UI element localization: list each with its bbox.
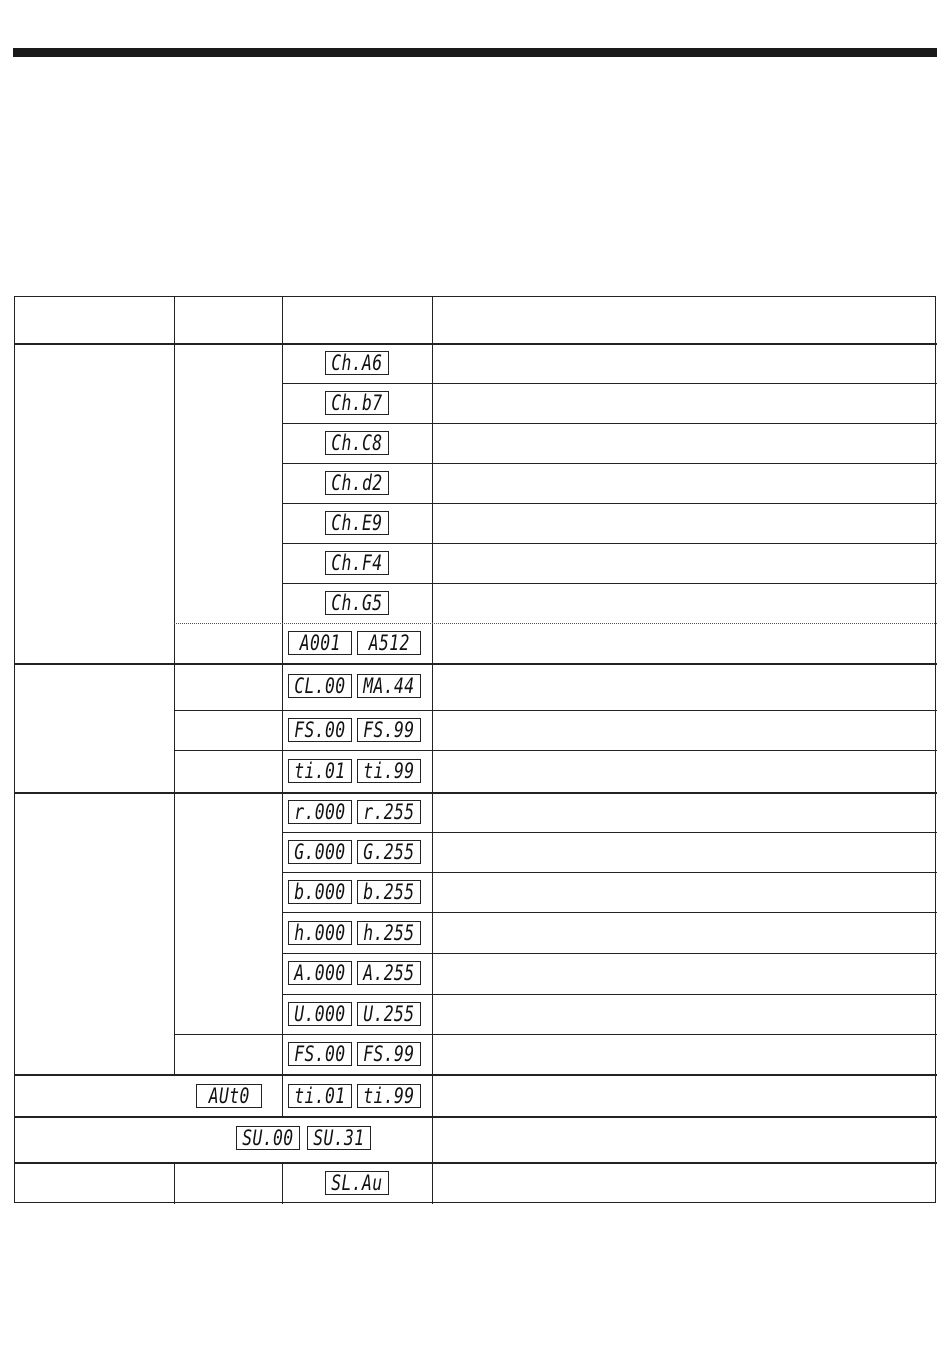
lcd-display-time-to: ti.99 <box>357 759 421 783</box>
lcd-display-green-to: G.255 <box>357 840 421 864</box>
lcd-display-amber-from: A.000 <box>288 961 352 985</box>
lcd-display-white-to: h.255 <box>357 921 421 945</box>
col-divider-2b <box>282 1163 283 1204</box>
group-divider <box>15 792 937 794</box>
row-divider <box>282 872 937 873</box>
lcd-display-green-from: G.000 <box>288 840 352 864</box>
row-divider <box>282 953 937 954</box>
col-divider-1 <box>174 297 175 1075</box>
row-divider <box>282 994 937 995</box>
group-divider <box>15 1074 937 1076</box>
row-divider <box>174 750 937 751</box>
lcd-display-slave-auto: SL.Au <box>325 1171 389 1195</box>
group-divider <box>15 1162 937 1164</box>
lcd-display-red-from: r.000 <box>288 800 352 824</box>
lcd-display-color-to: MA.44 <box>357 674 421 698</box>
lcd-display-strobe-from: FS.00 <box>288 1042 352 1066</box>
row-divider <box>282 383 937 384</box>
row-divider <box>174 710 937 711</box>
lcd-display-strobe-to: FS.99 <box>357 1042 421 1066</box>
lcd-display-uv-to: U.255 <box>357 1002 421 1026</box>
lcd-display-channel-d: Ch.d2 <box>325 471 389 495</box>
lcd-display-uv-from: U.000 <box>288 1002 352 1026</box>
lcd-display-channel-a: Ch.A6 <box>325 351 389 375</box>
header-rule <box>13 48 937 57</box>
lcd-display-auto: AUt0 <box>196 1084 262 1108</box>
lcd-display-white-from: h.000 <box>288 921 352 945</box>
lcd-display-channel-e: Ch.E9 <box>325 511 389 535</box>
lcd-display-channel-c: Ch.C8 <box>325 431 389 455</box>
row-divider <box>282 543 937 544</box>
lcd-display-address-from: A001 <box>288 631 352 655</box>
lcd-display-fade-from: FS.00 <box>288 718 352 742</box>
lcd-display-color-from: CL.00 <box>288 674 352 698</box>
lcd-display-blue-from: b.000 <box>288 880 352 904</box>
lcd-display-auto-time-from: ti.01 <box>288 1084 352 1108</box>
lcd-display-fade-to: FS.99 <box>357 718 421 742</box>
lcd-display-channel-g: Ch.G5 <box>325 591 389 615</box>
group-divider <box>15 1116 937 1118</box>
lcd-display-amber-to: A.255 <box>357 961 421 985</box>
lcd-display-address-to: A512 <box>357 631 421 655</box>
lcd-display-auto-time-to: ti.99 <box>357 1084 421 1108</box>
row-divider <box>282 583 937 584</box>
row-divider <box>174 1034 937 1035</box>
lcd-display-slave-to: SU.31 <box>307 1126 371 1150</box>
row-divider <box>282 503 937 504</box>
group-divider <box>15 663 937 665</box>
header-divider <box>15 343 937 345</box>
lcd-display-time-from: ti.01 <box>288 759 352 783</box>
row-divider-dotted <box>174 623 937 624</box>
lcd-display-channel-f: Ch.F4 <box>325 551 389 575</box>
lcd-display-blue-to: b.255 <box>357 880 421 904</box>
lcd-display-slave-from: SU.00 <box>236 1126 300 1150</box>
settings-table <box>14 296 936 1203</box>
row-divider <box>282 832 937 833</box>
row-divider <box>282 912 937 913</box>
lcd-display-red-to: r.255 <box>357 800 421 824</box>
col-divider-1b <box>174 1163 175 1204</box>
row-divider <box>282 463 937 464</box>
row-divider <box>282 423 937 424</box>
lcd-display-channel-b: Ch.b7 <box>325 391 389 415</box>
